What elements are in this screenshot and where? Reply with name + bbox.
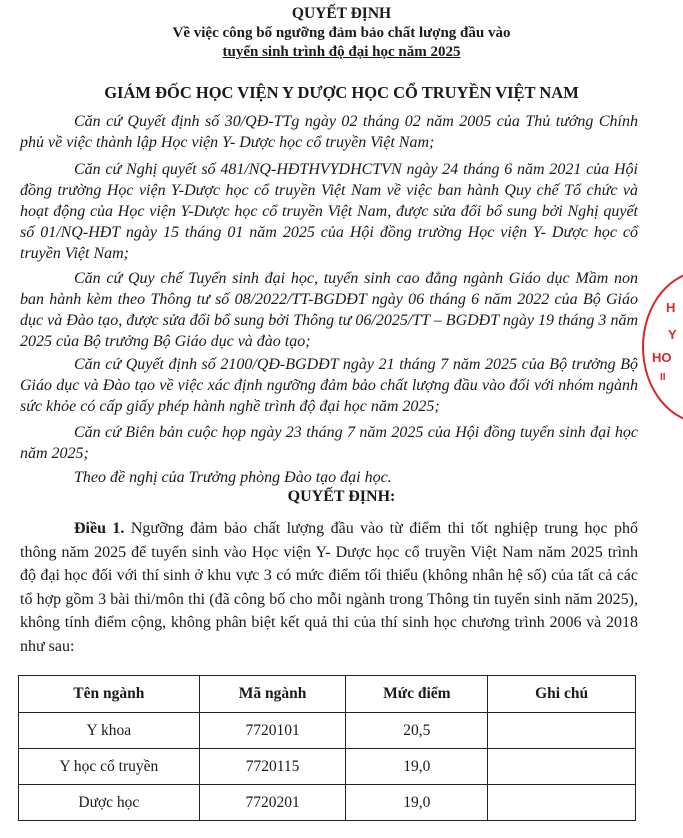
basis-paragraph-5: Căn cứ Biên bản cuộc họp ngày 23 tháng 7 năm 2025 của Hội đồng tuyển sinh đại học năm 2025; xyxy=(20,424,638,462)
major-name: Y học cổ truyền xyxy=(19,749,200,785)
min-score: 19,0 xyxy=(346,749,488,785)
basis-paragraph-3: Căn cứ Quy chế Tuyển sinh đại học, tuyển sinh cao đẳng ngành Giáo dục Mầm non ban hành kèm theo Thông tư số 08/2022/TT-BGDĐT ngày 06 tháng 6 năm 2022 của Bộ Giáo dục và Đào tạo, được sửa đổi bổ sung bởi Thông tư 06/2025/TT – BGDĐT ngày 19 tháng 3 năm 2025 của Bộ trưởng Bộ Giáo dục và đào tạo; xyxy=(20,270,638,350)
article-1-label: Điều 1. xyxy=(74,520,125,537)
major-code: 7720115 xyxy=(199,749,346,785)
decision-title: QUYẾT ĐỊNH xyxy=(291,5,392,22)
authority-heading: GIÁM ĐỐC HỌC VIỆN Y DƯỢC HỌC CỔ TRUYỀN VIỆT NAM xyxy=(104,83,579,102)
column-header-major: Tên ngành xyxy=(19,676,200,713)
decision-subtitle-line1: Về việc công bố ngưỡng đảm bảo chất lượng đầu vào xyxy=(172,25,511,41)
article-1 xyxy=(20,517,638,658)
stamp-text-fragment-2: Y xyxy=(668,327,677,342)
note xyxy=(488,749,636,785)
major-name: Dược học xyxy=(19,785,200,821)
stamp-text-fragment-4: II xyxy=(660,372,666,383)
min-score: 19,0 xyxy=(346,785,488,821)
official-seal-stamp xyxy=(642,270,683,424)
stamp-text-fragment-1: H xyxy=(666,300,676,315)
table-row xyxy=(19,785,636,821)
basis-paragraph-1: Căn cứ Quyết định số 30/QĐ-TTg ngày 02 tháng 02 năm 2005 của Thủ tướng Chính phủ về việc thành lập Học viện Y- Dược học cổ truyền Việt Nam; xyxy=(20,113,638,151)
decision-subtitle-line2 xyxy=(0,44,683,61)
column-header-note: Ghi chú xyxy=(488,676,636,713)
note xyxy=(488,713,636,749)
note xyxy=(488,785,636,821)
column-header-code: Mã ngành xyxy=(199,676,346,713)
min-score: 20,5 xyxy=(346,713,488,749)
table-header-row xyxy=(19,676,636,713)
article-1-text: Ngưỡng đảm bảo chất lượng đầu vào từ điểm thi tốt nghiệp trung học phổ thông năm 2025 để tuyển sinh vào Học viện Y- Dược học cổ truyền Việt Nam năm 2025 trình độ đại học đối với thí sinh ở khu vực 3 có mức điểm tối thiểu (không nhân hệ số) của tất cả các tổ hợp gồm 3 bài thi/môn thi (đã công bố cho mỗi ngành trong Thông tin tuyển sinh năm 2025), không tính điểm cộng, không phân biệt kết quả thi của thí sinh học chương trình 2006 và 2018 như sau: xyxy=(20,520,639,655)
basis-paragraph-2: Căn cứ Nghị quyết số 481/NQ-HĐTHVYDHCTVN ngày 24 tháng 6 năm 2021 của Hội đồng trường Học viện Y-Dược học cổ truyền Việt Nam về việc ban hành Quy chế Tổ chức và hoạt động của Học viện Y-Dược học cổ truyền Việt Nam, được sửa đổi bổ sung bởi Nghị quyết số 01/NQ-HĐT ngày 15 tháng 01 năm 2025 của Hội đồng trường Học viện Y- Dược học cổ truyền Việt Nam; xyxy=(20,161,638,262)
basis-paragraph-4: Căn cứ Quyết định số 2100/QĐ-BGDĐT ngày 21 tháng 7 năm 2025 của Bộ trưởng Bộ Giáo dục và Đào tạo về việc xác định ngưỡng đảm bảo chất lượng đầu vào đối với nhóm ngành sức khỏe có cấp giấy phép hành nghề trình độ đại học năm 2025; xyxy=(20,356,638,415)
table-row xyxy=(19,713,636,749)
major-code: 7720101 xyxy=(199,713,346,749)
decision-subtitle-line2-text: tuyển sinh trình độ đại học năm 2025 xyxy=(222,44,461,60)
major-name: Y khoa xyxy=(19,713,200,749)
stamp-text-fragment-3: HO xyxy=(652,350,672,365)
major-code: 7720201 xyxy=(199,785,346,821)
table-row xyxy=(19,749,636,785)
decision-heading: QUYẾT ĐỊNH: xyxy=(287,488,396,505)
threshold-table xyxy=(18,675,636,821)
column-header-score: Mức điểm xyxy=(346,676,488,713)
basis-paragraph-6: Theo đề nghị của Trưởng phòng Đào tạo đại học. xyxy=(74,469,392,486)
